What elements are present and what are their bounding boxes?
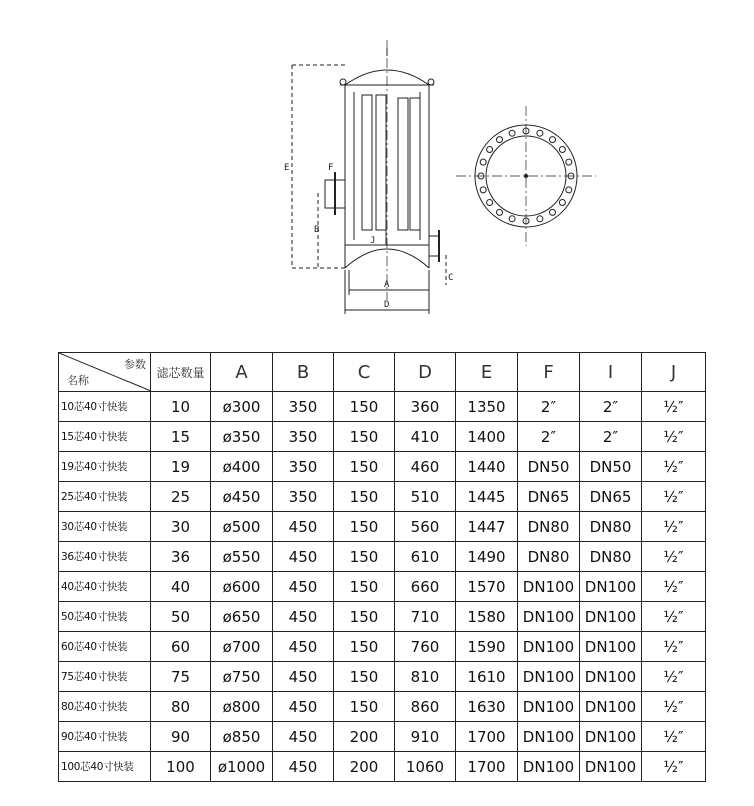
header-count: 滤芯数量 bbox=[151, 353, 211, 392]
dim-b-cell: 350 bbox=[273, 392, 334, 422]
dim-d-cell: 860 bbox=[395, 692, 456, 722]
dim-label-e: E bbox=[284, 163, 290, 173]
header-a: A bbox=[211, 353, 273, 392]
dim-label-f: F bbox=[328, 163, 334, 173]
drain-j-cell: ½″ bbox=[642, 392, 706, 422]
dim-b-cell: 350 bbox=[273, 482, 334, 512]
inlet-f-cell: DN100 bbox=[518, 602, 580, 632]
drain-j-cell: ½″ bbox=[642, 482, 706, 512]
dim-b-cell: 450 bbox=[273, 662, 334, 692]
header-f: F bbox=[518, 353, 580, 392]
dim-b-cell: 450 bbox=[273, 602, 334, 632]
dim-label-d: D bbox=[384, 300, 390, 310]
inlet-f-cell: DN65 bbox=[518, 482, 580, 512]
inlet-f-cell: DN100 bbox=[518, 572, 580, 602]
header-c: C bbox=[334, 353, 395, 392]
dim-a-cell: ø600 bbox=[211, 572, 273, 602]
filter-housing-drawing bbox=[0, 0, 754, 330]
model-name-cell: 90芯40寸快装 bbox=[59, 722, 151, 752]
cartridge-count-cell: 19 bbox=[151, 452, 211, 482]
table-row bbox=[59, 542, 706, 572]
dim-d-cell: 460 bbox=[395, 452, 456, 482]
cartridge-count-cell: 30 bbox=[151, 512, 211, 542]
cartridge-count-cell: 80 bbox=[151, 692, 211, 722]
dim-c-cell: 150 bbox=[334, 602, 395, 632]
bolt-hole bbox=[566, 159, 572, 165]
drain-j-cell: ½″ bbox=[642, 722, 706, 752]
dim-a-cell: ø500 bbox=[211, 512, 273, 542]
dim-b-cell: 350 bbox=[273, 452, 334, 482]
dim-e-cell: 1610 bbox=[456, 662, 518, 692]
outlet-i-cell: DN100 bbox=[580, 632, 642, 662]
bolt-hole bbox=[559, 147, 565, 153]
inlet-f-cell: DN100 bbox=[518, 692, 580, 722]
inlet-f-cell: DN100 bbox=[518, 752, 580, 782]
dim-a-cell: ø400 bbox=[211, 452, 273, 482]
drain-j-cell: ½″ bbox=[642, 752, 706, 782]
model-name-cell: 100芯40寸快装 bbox=[59, 752, 151, 782]
model-name-cell: 36芯40寸快装 bbox=[59, 542, 151, 572]
dim-a-cell: ø450 bbox=[211, 482, 273, 512]
bolt-hole bbox=[559, 200, 565, 206]
dim-b-cell: 450 bbox=[273, 512, 334, 542]
dim-d-cell: 610 bbox=[395, 542, 456, 572]
dim-label-j: J bbox=[370, 236, 376, 246]
dim-e-cell: 1447 bbox=[456, 512, 518, 542]
dim-e-cell: 1350 bbox=[456, 392, 518, 422]
dim-a-cell: ø700 bbox=[211, 632, 273, 662]
dim-c-cell: 200 bbox=[334, 722, 395, 752]
dim-b-cell: 350 bbox=[273, 422, 334, 452]
dim-c-cell: 150 bbox=[334, 662, 395, 692]
dim-d-cell: 410 bbox=[395, 422, 456, 452]
dim-d-cell: 910 bbox=[395, 722, 456, 752]
bolt-hole bbox=[509, 216, 515, 222]
dim-label-b: B bbox=[314, 225, 320, 235]
dim-d-cell: 560 bbox=[395, 512, 456, 542]
dim-c-cell: 150 bbox=[334, 692, 395, 722]
bolt-hole bbox=[487, 200, 493, 206]
bolt-hole bbox=[497, 209, 503, 215]
dim-label-a: A bbox=[384, 280, 390, 290]
dim-c-cell: 150 bbox=[334, 392, 395, 422]
cartridge-count-cell: 40 bbox=[151, 572, 211, 602]
dim-e-cell: 1400 bbox=[456, 422, 518, 452]
outlet-i-cell: DN100 bbox=[580, 602, 642, 632]
table-header-row bbox=[59, 353, 706, 392]
model-name-cell: 75芯40寸快装 bbox=[59, 662, 151, 692]
header-d: D bbox=[395, 353, 456, 392]
table-row bbox=[59, 752, 706, 782]
dim-d-cell: 760 bbox=[395, 632, 456, 662]
bolt-hole bbox=[487, 147, 493, 153]
table-row bbox=[59, 422, 706, 452]
model-name-cell: 15芯40寸快装 bbox=[59, 422, 151, 452]
cartridge-count-cell: 50 bbox=[151, 602, 211, 632]
dim-a-cell: ø1000 bbox=[211, 752, 273, 782]
dim-a-cell: ø650 bbox=[211, 602, 273, 632]
bolt-hole bbox=[537, 216, 543, 222]
bolt-hole bbox=[497, 137, 503, 143]
cartridge-count-cell: 60 bbox=[151, 632, 211, 662]
bolt-hole bbox=[550, 137, 556, 143]
outlet-i-cell: DN100 bbox=[580, 572, 642, 602]
cartridge-count-cell: 15 bbox=[151, 422, 211, 452]
bolt-hole bbox=[480, 187, 486, 193]
dim-c-cell: 150 bbox=[334, 572, 395, 602]
model-name-cell: 60芯40寸快装 bbox=[59, 632, 151, 662]
table-row bbox=[59, 482, 706, 512]
header-corner bbox=[59, 353, 151, 392]
dim-d-cell: 660 bbox=[395, 572, 456, 602]
drain-j-cell: ½″ bbox=[642, 692, 706, 722]
inlet-f-cell: 2″ bbox=[518, 392, 580, 422]
cartridge-count-cell: 36 bbox=[151, 542, 211, 572]
outlet-i-cell: 2″ bbox=[580, 392, 642, 422]
drain-j-cell: ½″ bbox=[642, 542, 706, 572]
dim-a-cell: ø350 bbox=[211, 422, 273, 452]
drain-j-cell: ½″ bbox=[642, 572, 706, 602]
cartridge-count-cell: 90 bbox=[151, 722, 211, 752]
inlet-f-cell: DN80 bbox=[518, 542, 580, 572]
dim-c-cell: 150 bbox=[334, 632, 395, 662]
bolt-hole bbox=[509, 130, 515, 136]
dim-c-cell: 150 bbox=[334, 512, 395, 542]
drain-j-cell: ½″ bbox=[642, 662, 706, 692]
bolt-hole bbox=[480, 159, 486, 165]
header-e: E bbox=[456, 353, 518, 392]
dim-e-cell: 1700 bbox=[456, 722, 518, 752]
dim-e-cell: 1630 bbox=[456, 692, 518, 722]
dim-b-cell: 450 bbox=[273, 632, 334, 662]
inlet-f-cell: DN100 bbox=[518, 722, 580, 752]
dim-e-cell: 1590 bbox=[456, 632, 518, 662]
cartridge-count-cell: 75 bbox=[151, 662, 211, 692]
dim-d-cell: 360 bbox=[395, 392, 456, 422]
table-row bbox=[59, 662, 706, 692]
dim-a-cell: ø300 bbox=[211, 392, 273, 422]
dim-b-cell: 450 bbox=[273, 572, 334, 602]
model-name-cell: 40芯40寸快装 bbox=[59, 572, 151, 602]
dim-c-cell: 150 bbox=[334, 452, 395, 482]
dim-b-cell: 450 bbox=[273, 752, 334, 782]
dim-c-cell: 200 bbox=[334, 752, 395, 782]
cartridge-count-cell: 25 bbox=[151, 482, 211, 512]
model-name-cell: 30芯40寸快装 bbox=[59, 512, 151, 542]
drain-j-cell: ½″ bbox=[642, 602, 706, 632]
model-name-cell: 80芯40寸快装 bbox=[59, 692, 151, 722]
dim-e-cell: 1700 bbox=[456, 752, 518, 782]
outlet-i-cell: DN100 bbox=[580, 722, 642, 752]
dim-e-cell: 1440 bbox=[456, 452, 518, 482]
dim-b-cell: 450 bbox=[273, 542, 334, 572]
header-corner-bottom: 名称 bbox=[67, 374, 89, 387]
table-row bbox=[59, 452, 706, 482]
cartridge-count-cell: 100 bbox=[151, 752, 211, 782]
outlet-i-cell: DN65 bbox=[580, 482, 642, 512]
dim-c-cell: 150 bbox=[334, 422, 395, 452]
drain-j-cell: ½″ bbox=[642, 632, 706, 662]
inlet-f-cell: DN100 bbox=[518, 632, 580, 662]
outlet-i-cell: DN100 bbox=[580, 662, 642, 692]
bolt-hole bbox=[537, 130, 543, 136]
dim-d-cell: 710 bbox=[395, 602, 456, 632]
dim-e-cell: 1490 bbox=[456, 542, 518, 572]
drain-j-cell: ½″ bbox=[642, 512, 706, 542]
table-row bbox=[59, 692, 706, 722]
table-row bbox=[59, 572, 706, 602]
header-j: J bbox=[642, 353, 706, 392]
model-name-cell: 25芯40寸快装 bbox=[59, 482, 151, 512]
dim-b-cell: 450 bbox=[273, 692, 334, 722]
cartridge-count-cell: 10 bbox=[151, 392, 211, 422]
dim-e-cell: 1570 bbox=[456, 572, 518, 602]
drain-j-cell: ½″ bbox=[642, 452, 706, 482]
dim-e-cell: 1445 bbox=[456, 482, 518, 512]
outlet-i-cell: DN100 bbox=[580, 692, 642, 722]
header-corner-top: 参数 bbox=[124, 358, 146, 371]
drain-j-cell: ½″ bbox=[642, 422, 706, 452]
dim-a-cell: ø800 bbox=[211, 692, 273, 722]
dim-c-cell: 150 bbox=[334, 542, 395, 572]
table-row bbox=[59, 602, 706, 632]
outlet-i-cell: DN100 bbox=[580, 752, 642, 782]
inlet-f-cell: DN100 bbox=[518, 662, 580, 692]
model-name-cell: 50芯40寸快装 bbox=[59, 602, 151, 632]
dim-a-cell: ø550 bbox=[211, 542, 273, 572]
dim-c-cell: 150 bbox=[334, 482, 395, 512]
outlet-i-cell: DN80 bbox=[580, 542, 642, 572]
table-row bbox=[59, 632, 706, 662]
dim-d-cell: 1060 bbox=[395, 752, 456, 782]
model-name-cell: 19芯40寸快装 bbox=[59, 452, 151, 482]
bolt-hole bbox=[566, 187, 572, 193]
dim-label-c: C bbox=[448, 273, 454, 283]
bolt-hole bbox=[550, 209, 556, 215]
dim-e-cell: 1580 bbox=[456, 602, 518, 632]
dim-d-cell: 510 bbox=[395, 482, 456, 512]
outlet-i-cell: 2″ bbox=[580, 422, 642, 452]
dim-a-cell: ø750 bbox=[211, 662, 273, 692]
table-row bbox=[59, 722, 706, 752]
inlet-f-cell: DN80 bbox=[518, 512, 580, 542]
inlet-f-cell: DN50 bbox=[518, 452, 580, 482]
header-i: I bbox=[580, 353, 642, 392]
dim-d-cell: 810 bbox=[395, 662, 456, 692]
inlet-f-cell: 2″ bbox=[518, 422, 580, 452]
header-b: B bbox=[273, 353, 334, 392]
outlet-i-cell: DN80 bbox=[580, 512, 642, 542]
dim-a-cell: ø850 bbox=[211, 722, 273, 752]
table-row bbox=[59, 512, 706, 542]
dim-b-cell: 450 bbox=[273, 722, 334, 752]
outlet-i-cell: DN50 bbox=[580, 452, 642, 482]
model-name-cell: 10芯40寸快装 bbox=[59, 392, 151, 422]
table-row bbox=[59, 392, 706, 422]
spec-table bbox=[58, 352, 706, 782]
